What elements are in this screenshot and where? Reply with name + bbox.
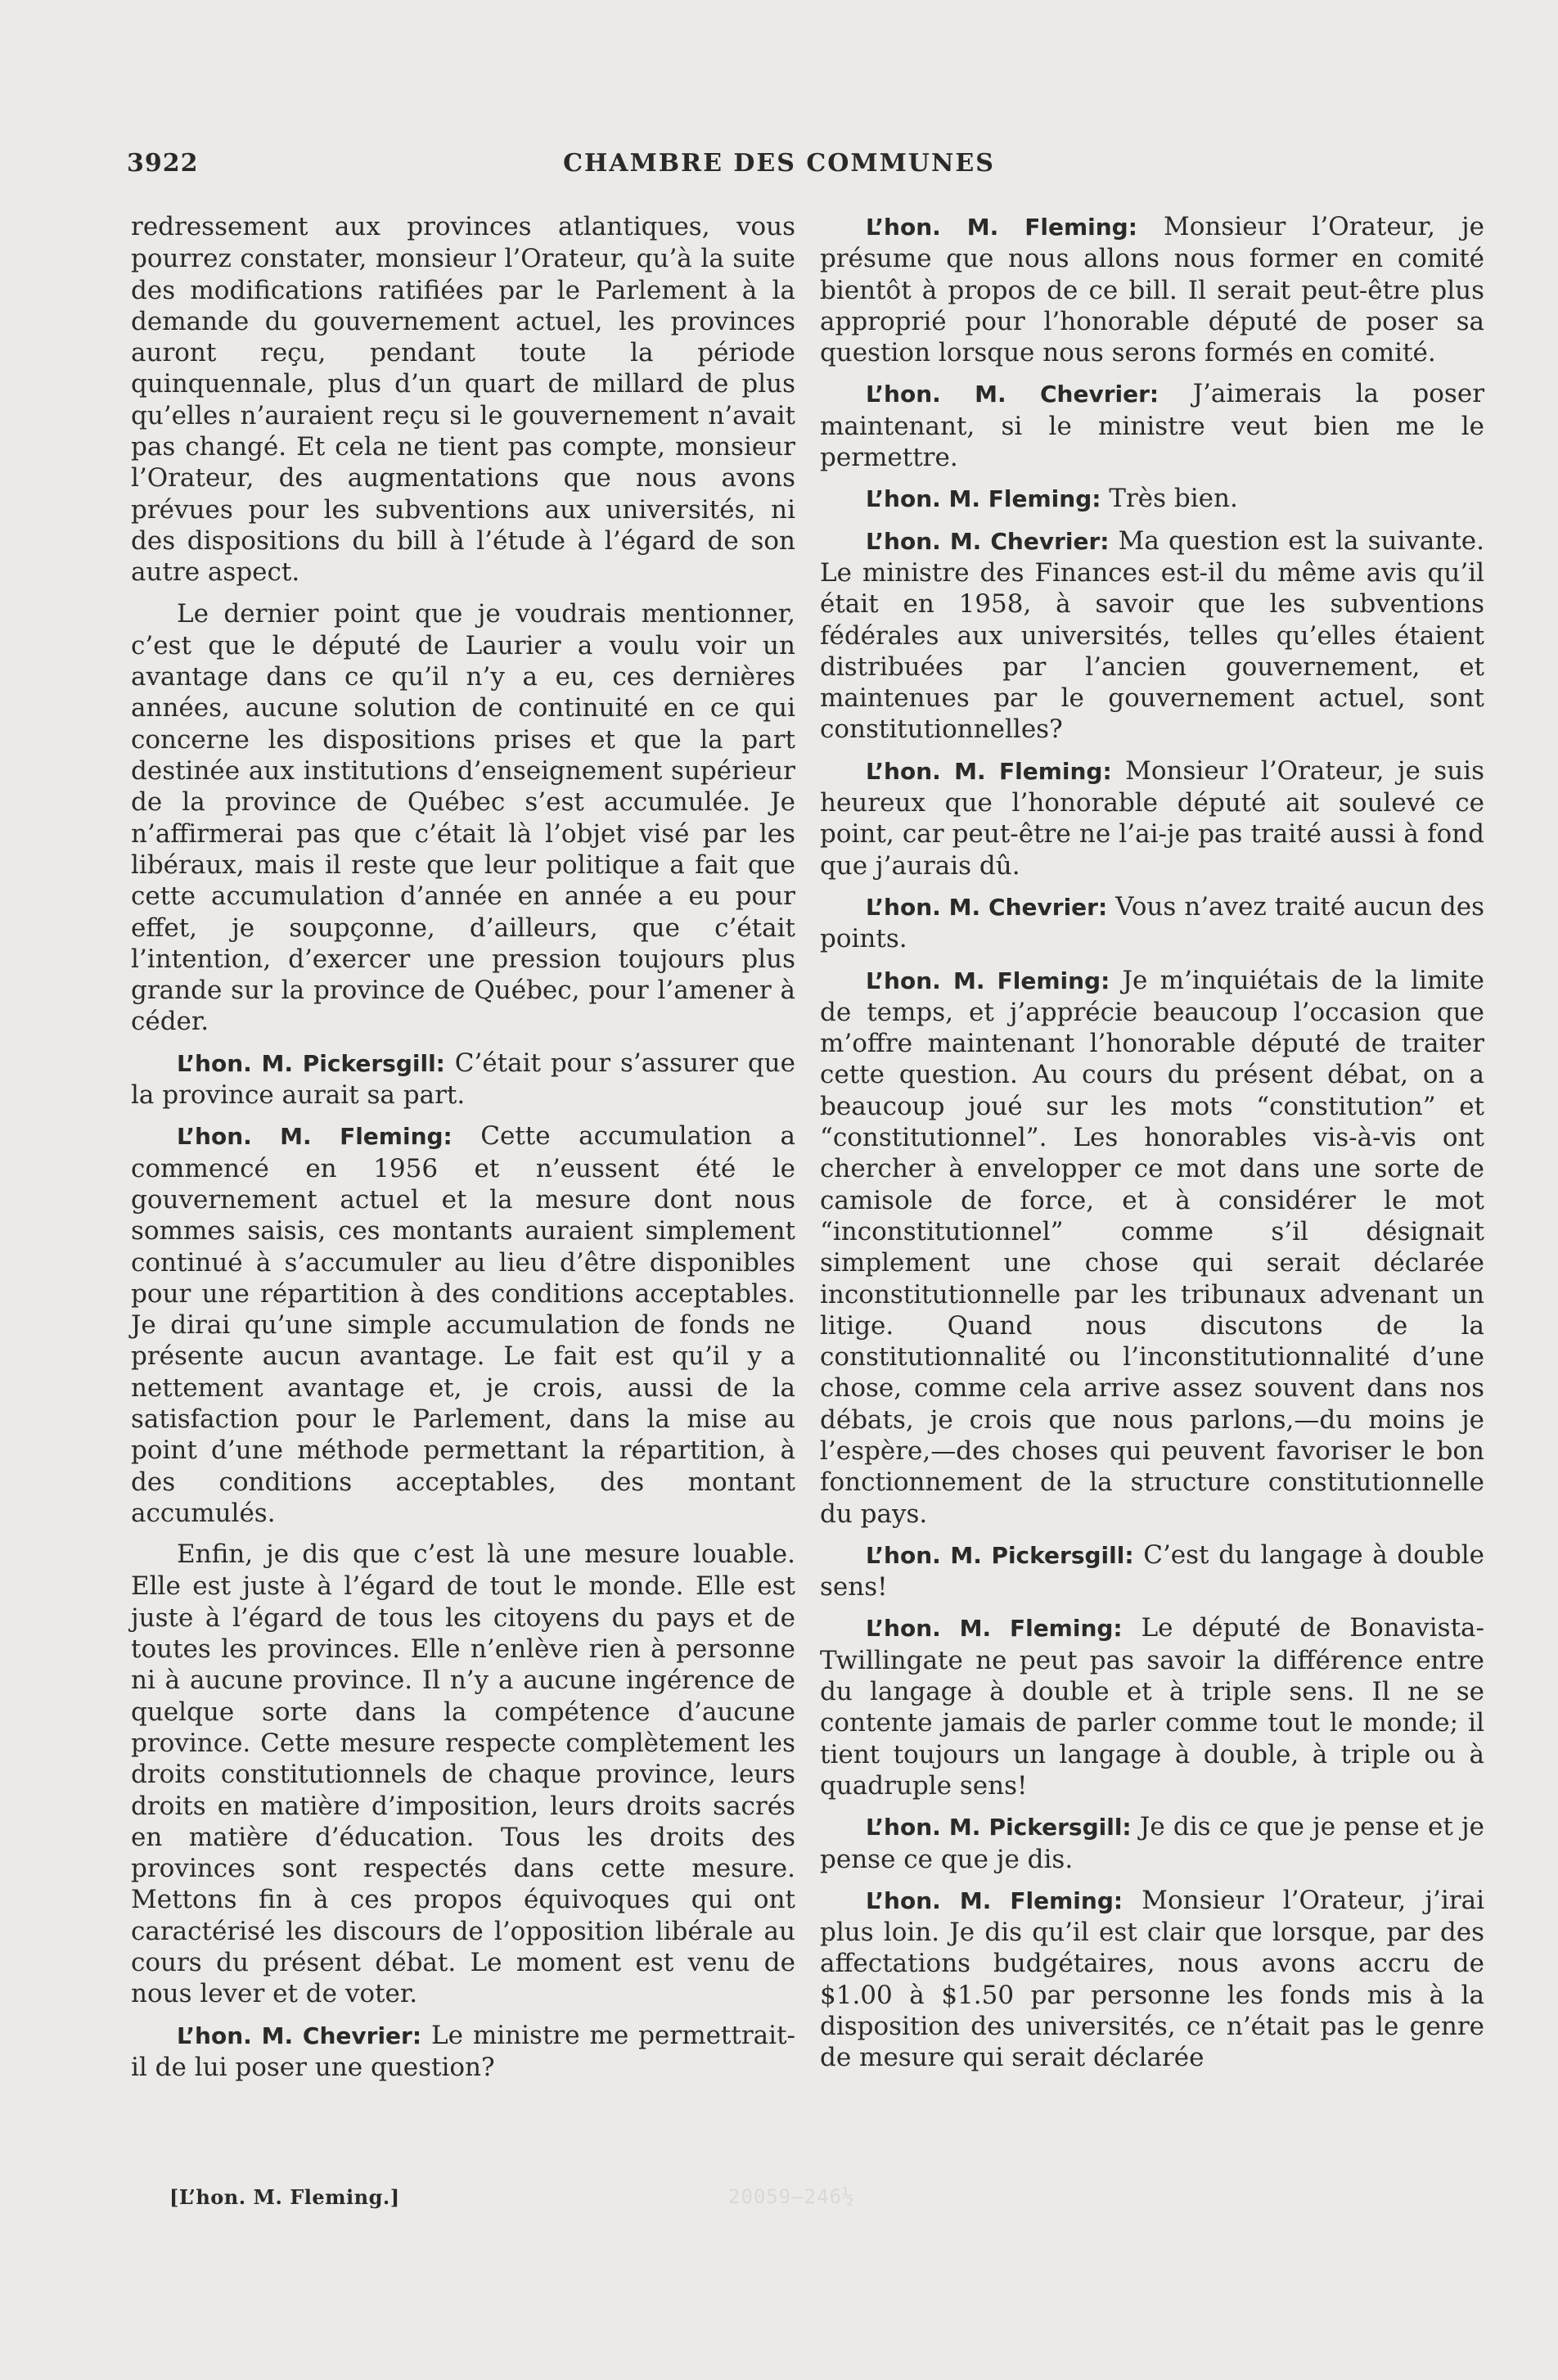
paragraph [131, 1048, 795, 1111]
paragraph-text: C’était pour s’assurer que la province aurait sa part. [131, 1048, 795, 1111]
speaker-label: L’hon. M. Pickersgill: [866, 1541, 1134, 1569]
paragraph-text: Cette accumulation a commencé en 1956 et n’eussent été le gouvernement actuel et la mesure dont nous sommes saisis, ces montants auraient simplement continué à s’accumuler au lieu d’être disponibles pour une répartition à des conditions acceptables. Je dirai qu’une simple accumulation de fonds ne présente aucun avantage. Le fait est qu’il y a nettement avantage et, je crois, aussi de la satisfaction pour le Parlement, dans la mise au point d’une méthode permettant la répartition, à des conditions acceptables, des montant accumulés. [131, 1121, 796, 1528]
paragraph [820, 755, 1484, 881]
paragraph [820, 965, 1484, 1530]
paragraph-text: Je dis ce que je pense et je pense ce que je dis. [820, 1812, 1485, 1874]
speaker-label: L’hon. M. Fleming: [866, 967, 1110, 994]
paragraph [820, 1612, 1484, 1801]
paragraph-text: Monsieur l’Orateur, je suis heureux que l’honorable député ait soulevé ce point, car peut-être ne l’ai-je pas traité aussi à fond que j’aurais dû. [820, 755, 1485, 881]
speaker-label: L’hon. M. Fleming: [866, 1886, 1123, 1914]
paragraph [131, 211, 795, 588]
speaker-label: L’hon. M. Fleming: [866, 214, 1137, 241]
right-column [820, 211, 1484, 2084]
running-head: CHAMBRE DES COMMUNES [563, 149, 995, 178]
paragraph [131, 2020, 795, 2084]
paragraph-text: Le député de Bonavista-Twillingate ne peut pas savoir la différence entre du langage à double et à triple sens. Il ne se contente jamais de parler comme tout le monde; il tient toujours un langage à double, à triple ou à quadruple sens! [820, 1613, 1484, 1801]
left-column [131, 211, 795, 2093]
running-foot: [L’hon. M. Fleming.] [169, 2185, 400, 2209]
paragraph [820, 525, 1484, 746]
paragraph-text: Très bien. [1109, 484, 1238, 514]
paragraph [820, 211, 1484, 368]
paragraph-text: Monsieur l’Orateur, j’irai plus loin. Je dis qu’il est clair que lorsque, par des affectations budgétaires, nous avons accru de $1.00 à $1.50 par personne les fonds mis à la disposition des universités, ce n’était pas le genre de mesure qui serait déclarée [820, 1885, 1485, 2073]
speaker-label: L’hon. M. Pickersgill: [177, 1049, 445, 1077]
paragraph-text: Ma question est la suivante. Le ministre des Finances est-il du même avis qu’il était en 1958, à savoir que les subventions fédérales aux universités, telles qu’elles étaient distribuées par l’ancien gouvernement, et maintenues par le gouvernement actuel, sont constitutionnelles? [820, 525, 1484, 745]
paragraph-text: Le ministre me permettrait-il de lui poser une question? [131, 2020, 795, 2082]
paragraph [131, 1539, 795, 2009]
speaker-label: L’hon. M. Chevrier: [866, 381, 1159, 408]
speaker-label: L’hon. M. Pickersgill: [866, 1814, 1132, 1841]
print-stamp: 20059—246½ [728, 2185, 855, 2208]
paragraph [131, 598, 795, 1038]
speaker-label: L’hon. M. Fleming: [866, 757, 1112, 785]
paragraph-text: Le dernier point que je voudrais mentionner, c’est que le député de Laurier a voulu voir un avantage dans ce qu’il n’y a eu, ces dernières années, aucune solution de continuité en ce qui concerne les dispositions prises et que la part destinée aux institutions d’enseignement supérieur de la province de Québec s’est accumulée. Je n’affirmerai pas que c’était là l’objet visé par les libéraux, mais il reste que leur politique a fait que cette accumulation d’année en année a eu pour effet, je soupçonne, d’ailleurs, que c’était l’intention, d’exercer une pression toujours plus grande sur la province de Québec, pour l’amener à céder. [131, 598, 795, 1037]
paragraph-text: C’est du langage à double sens! [820, 1539, 1484, 1602]
speaker-label: L’hon. M. Chevrier: [866, 527, 1110, 555]
paragraph [131, 1120, 795, 1529]
speaker-label: L’hon. M. Chevrier: [177, 2022, 422, 2049]
paragraph-text: Je m’inquiétais de la limite de temps, et j’apprécie beaucoup l’occasion que m’offre maintenant l’honorable député de traiter cette question. Au cours du présent débat, on a beaucoup joué sur les mots “constitution” et “constitutionnel”. Les honorables vis-à-vis ont chercher à envelopper ce mot dans une sorte de camisole de force, et à considérer le mot “inconstitutionnel” comme s’il désignait simplement une chose qui serait déclarée inconstitutionnelle par les tribunaux advenant un litige. Quand nous discutons de la constitutionnalité ou l’inconstitutionnalité d’une chose, comme cela arrive assez souvent dans nos débats, je crois que nous parlons,—du moins je l’espère,—des choses qui peuvent favoriser le bon fonctionnement de la structure constitutionnelle du pays. [820, 965, 1485, 1529]
paragraph [820, 891, 1484, 955]
paragraph [820, 1539, 1484, 1603]
speaker-label: L’hon. M. Fleming: [866, 1615, 1123, 1643]
paragraph [820, 1811, 1484, 1875]
paragraph-text: Enfin, je dis que c’est là une mesure louable. Elle est juste à l’égard de tout le monde. Elle est juste à l’égard de tous les citoyens du pays et de toutes les provinces. Elle n’enlève rien à personne ni à aucune province. Il n’y a aucune ingérence de quelque sorte dans la compétence d’aucune province. Cette mesure respecte complètement les droits constitutionnels de chaque province, leurs droits en matière d’imposition, leurs droits sacrés en matière d’éducation. Tous les droits des provinces sont respectés dans cette mesure. Mettons fin à ces propos équivoques qui ont caractérisé les discours de l’opposition libérale au cours du présent débat. Le moment est venu de nous lever et de voter. [131, 1539, 795, 2009]
paragraph-text: Vous n’avez traité aucun des points. [820, 891, 1485, 954]
paragraph [820, 378, 1484, 473]
paragraph-text: Monsieur l’Orateur, je présume que nous allons nous former en comité bientôt à propos de ce bill. Il serait peut-être plus approprié pour l’honorable député de poser sa question lorsque nous serons formés en comité. [820, 212, 1484, 368]
paragraph [820, 483, 1484, 515]
page-number: 3922 [127, 149, 199, 178]
speaker-label: L’hon. M. Fleming: [177, 1123, 453, 1151]
speaker-label: L’hon. M. Fleming: [866, 485, 1101, 513]
paragraph-text: redressement aux provinces atlantiques, vous pourrez constater, monsieur l’Orateur, qu’à la suite des modifications ratifiées par le Parlement à la demande du gouvernement actuel, les provinces auront reçu, pendant toute la période quinquennale, plus d’un quart de millard de plus qu’elles n’auraient reçu si le gouvernement n’avait pas changé. Et cela ne tient pas compte, monsieur l’Orateur, des augmentations que nous avons prévues pour les subventions aux universités, ni des dispositions du bill à l’étude à l’égard de son autre aspect. [131, 212, 795, 588]
paragraph-text: J’aimerais la poser maintenant, si le ministre veut bien me le permettre. [820, 379, 1485, 473]
paragraph [820, 1885, 1484, 2074]
speaker-label: L’hon. M. Chevrier: [866, 893, 1108, 921]
